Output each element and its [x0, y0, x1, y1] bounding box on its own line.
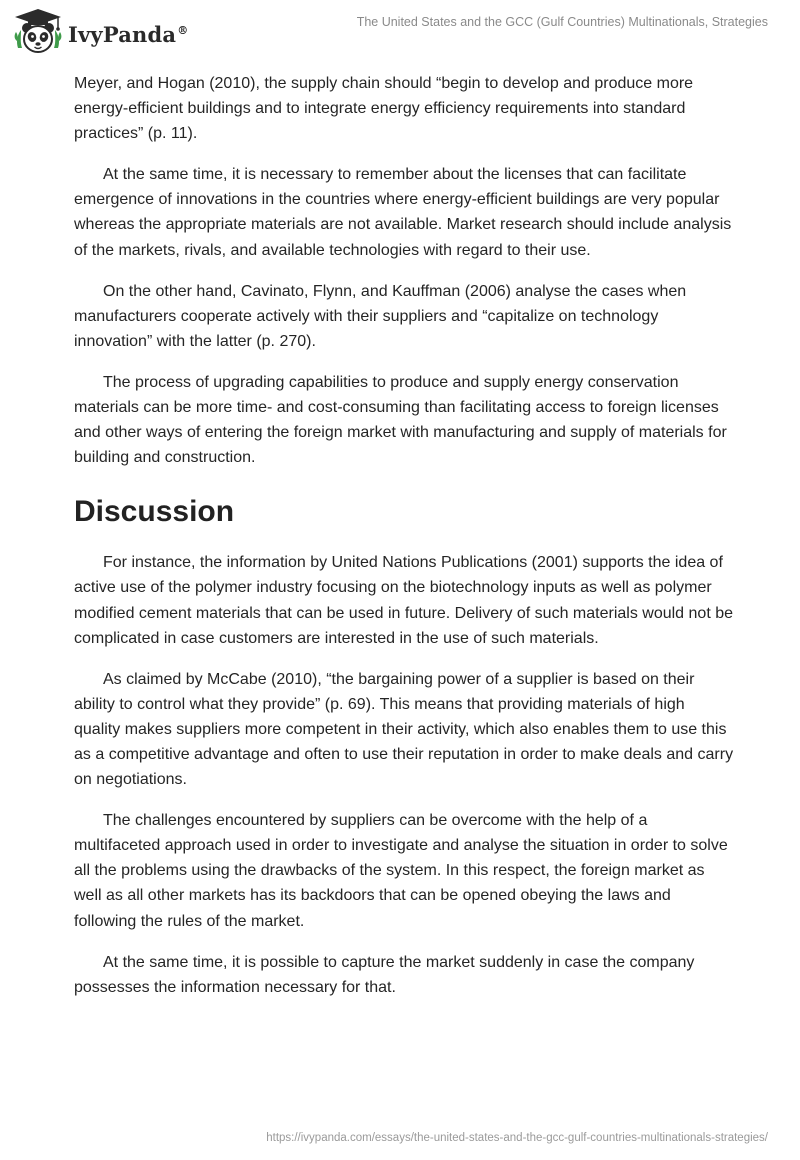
paragraph: At the same time, it is necessary to remember about the licenses that can facilitate emergence of innovations in the countries where energy-efficient buildings are very popular whereas the appropriate materials are not available. Market research should include analysis of the markets, rivals, and available technologies with regard to their use. [74, 166, 732, 259]
source-url[interactable]: https://ivypanda.com/essays/the-united-states-and-the-gcc-gulf-countries-multinationals-strategies/ [266, 1132, 768, 1144]
registered-mark: ® [177, 23, 189, 37]
paragraph: On the other hand, Cavinato, Flynn, and Kauffman (2006) analyse the cases when manufacturers cooperate actively with their suppliers and “capitalize on technology innovation” with the latter (p. 270). [74, 282, 687, 350]
panda-graduate-icon [14, 8, 62, 54]
paragraph: As claimed by McCabe (2010), “the bargaining power of a supplier is based on their ability to control what they provide” (p. 69). This means that providing materials of high quality makes suppliers more competent in their activity, which also enables them to use this as a competitive advantage and often to use their reputation in order to make deals and carry on negotiations. [74, 670, 734, 789]
essay-title: The United States and the GCC (Gulf Countries) Multinationals, Strategies [356, 15, 768, 29]
paragraph: For instance, the information by United Nations Publications (2001) supports the idea of active use of the polymer industry focusing on the biotechnology inputs as well as polymer modified cement materials that can be used in future. Delivery of such materials would not be complicated in case customers are interested in the use of such materials. [74, 554, 733, 647]
page-header [0, 0, 800, 60]
section-heading-discussion: Discussion [74, 495, 235, 529]
ivypanda-logo[interactable] [14, 8, 188, 54]
paragraph: The process of upgrading capabilities to produce and supply energy conservation materials can be more time- and cost-consuming than facilitating access to foreign licenses and other ways of entering the foreign market with manufacturing and supply of materials for building and construction. [74, 373, 727, 467]
paragraph: The challenges encountered by suppliers can be overcome with the help of a multifaceted approach used in order to investigate and analyse the situation in order to solve all the problems using the drawbacks of the system. In this respect, the foreign market as well as all other markets has its backdoors that can be opened obeying the laws and following the rules of the market. [74, 812, 728, 930]
paragraph: At the same time, it is possible to capture the market suddenly in case the company possesses the information necessary for that. [74, 953, 695, 996]
essay-content [74, 71, 734, 1016]
brand-name: IvyPanda® [68, 21, 189, 47]
paragraph: Meyer, and Hogan (2010), the supply chain should “begin to develop and produce more energy-efficient buildings and to integrate energy efficiency requirements into standard practices” (p. 11). [74, 75, 694, 143]
